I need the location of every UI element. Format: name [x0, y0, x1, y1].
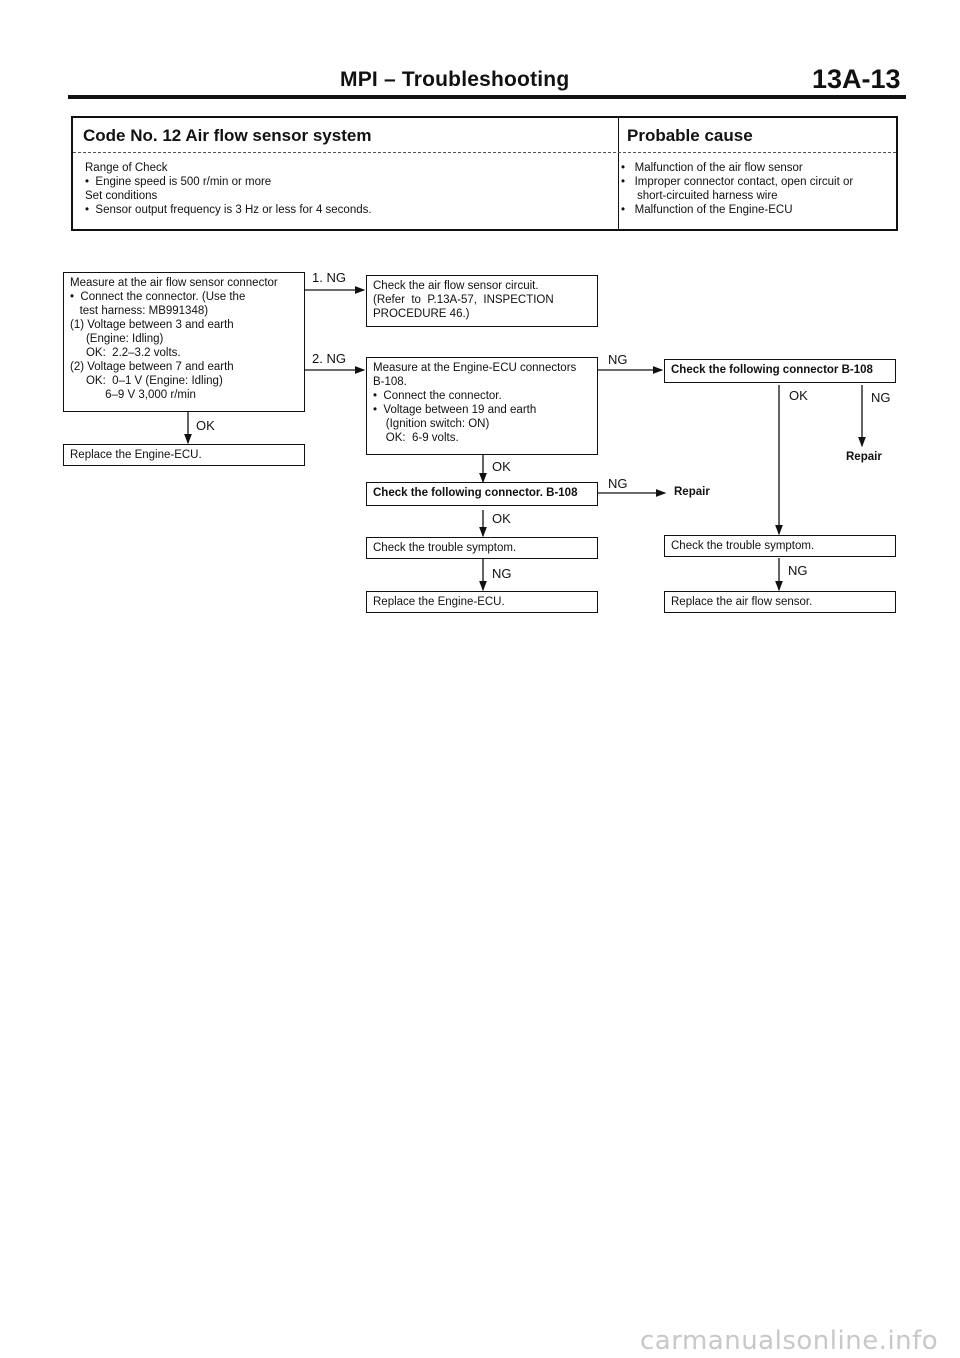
label-ng-top: NG: [608, 352, 628, 367]
page-title: MPI – Troubleshooting: [340, 68, 570, 91]
replace-engine-ecu-left-step: Replace the Engine-ECU.: [63, 444, 305, 466]
check-connector-b108-mid-step: Check the following connector. B-108: [366, 482, 598, 506]
label-ok-left: OK: [196, 418, 215, 433]
label-ng-mid: NG: [608, 476, 628, 491]
label-ok-mid-2: OK: [492, 511, 511, 526]
label-ok-mid: OK: [492, 459, 511, 474]
check-air-flow-sensor-circuit-step: Check the air flow sensor circuit. (Refer to P.13A-57, INSPECTION PROCEDURE 46.): [366, 275, 598, 327]
probable-cause-heading: Probable cause: [627, 126, 753, 145]
replace-engine-ecu-mid-step: Replace the Engine-ECU.: [366, 591, 598, 613]
label-repair-right: Repair: [846, 451, 882, 463]
check-connector-b108-right-step: Check the following connector B-108: [664, 359, 896, 383]
check-trouble-symptom-mid-step: Check the trouble symptom.: [366, 537, 598, 559]
replace-air-flow-sensor-step: Replace the air flow sensor.: [664, 591, 896, 613]
label-ok-right: OK: [789, 388, 808, 403]
watermark: carmanualsonline.info: [640, 1326, 939, 1356]
label-1-ng: 1. NG: [312, 270, 346, 285]
measure-air-flow-sensor-connector-step: Measure at the air flow sensor connector • Connect the connector. (Use the test harness: MB991348) (1) Voltage between 3 and earth (Engine: Idling) OK: 2.2–3.2 volts. (2) Voltage between 7 and earth OK: 0–1 V (Engine: Idling) 6–9 V 3,000 r/min: [63, 272, 305, 412]
label-2-ng: 2. NG: [312, 351, 346, 366]
label-ng-mid-bottom: NG: [492, 566, 512, 581]
probable-cause-list: • Malfunction of the air flow sensor • Improper connector contact, open circuit or short-circuited harness wire • Malfunction of the Engine-ECU: [621, 162, 854, 216]
label-ng-right-bottom: NG: [788, 563, 808, 578]
measure-engine-ecu-connectors-step: Measure at the Engine-ECU connectors B-108. • Connect the connector. • Voltage between 19 and earth (Ignition switch: ON) OK: 6-9 volts.: [366, 357, 598, 455]
code-heading: Code No. 12 Air flow sensor system: [83, 126, 372, 145]
check-trouble-symptom-right-step: Check the trouble symptom.: [664, 535, 896, 557]
page-number: 13A-13: [812, 64, 901, 94]
label-ng-right: NG: [871, 390, 891, 405]
range-of-check-text: Range of Check • Engine speed is 500 r/min or more Set conditions • Sensor output frequency is 3 Hz or less for 4 seconds.: [85, 162, 372, 216]
label-repair-mid: Repair: [674, 486, 710, 498]
